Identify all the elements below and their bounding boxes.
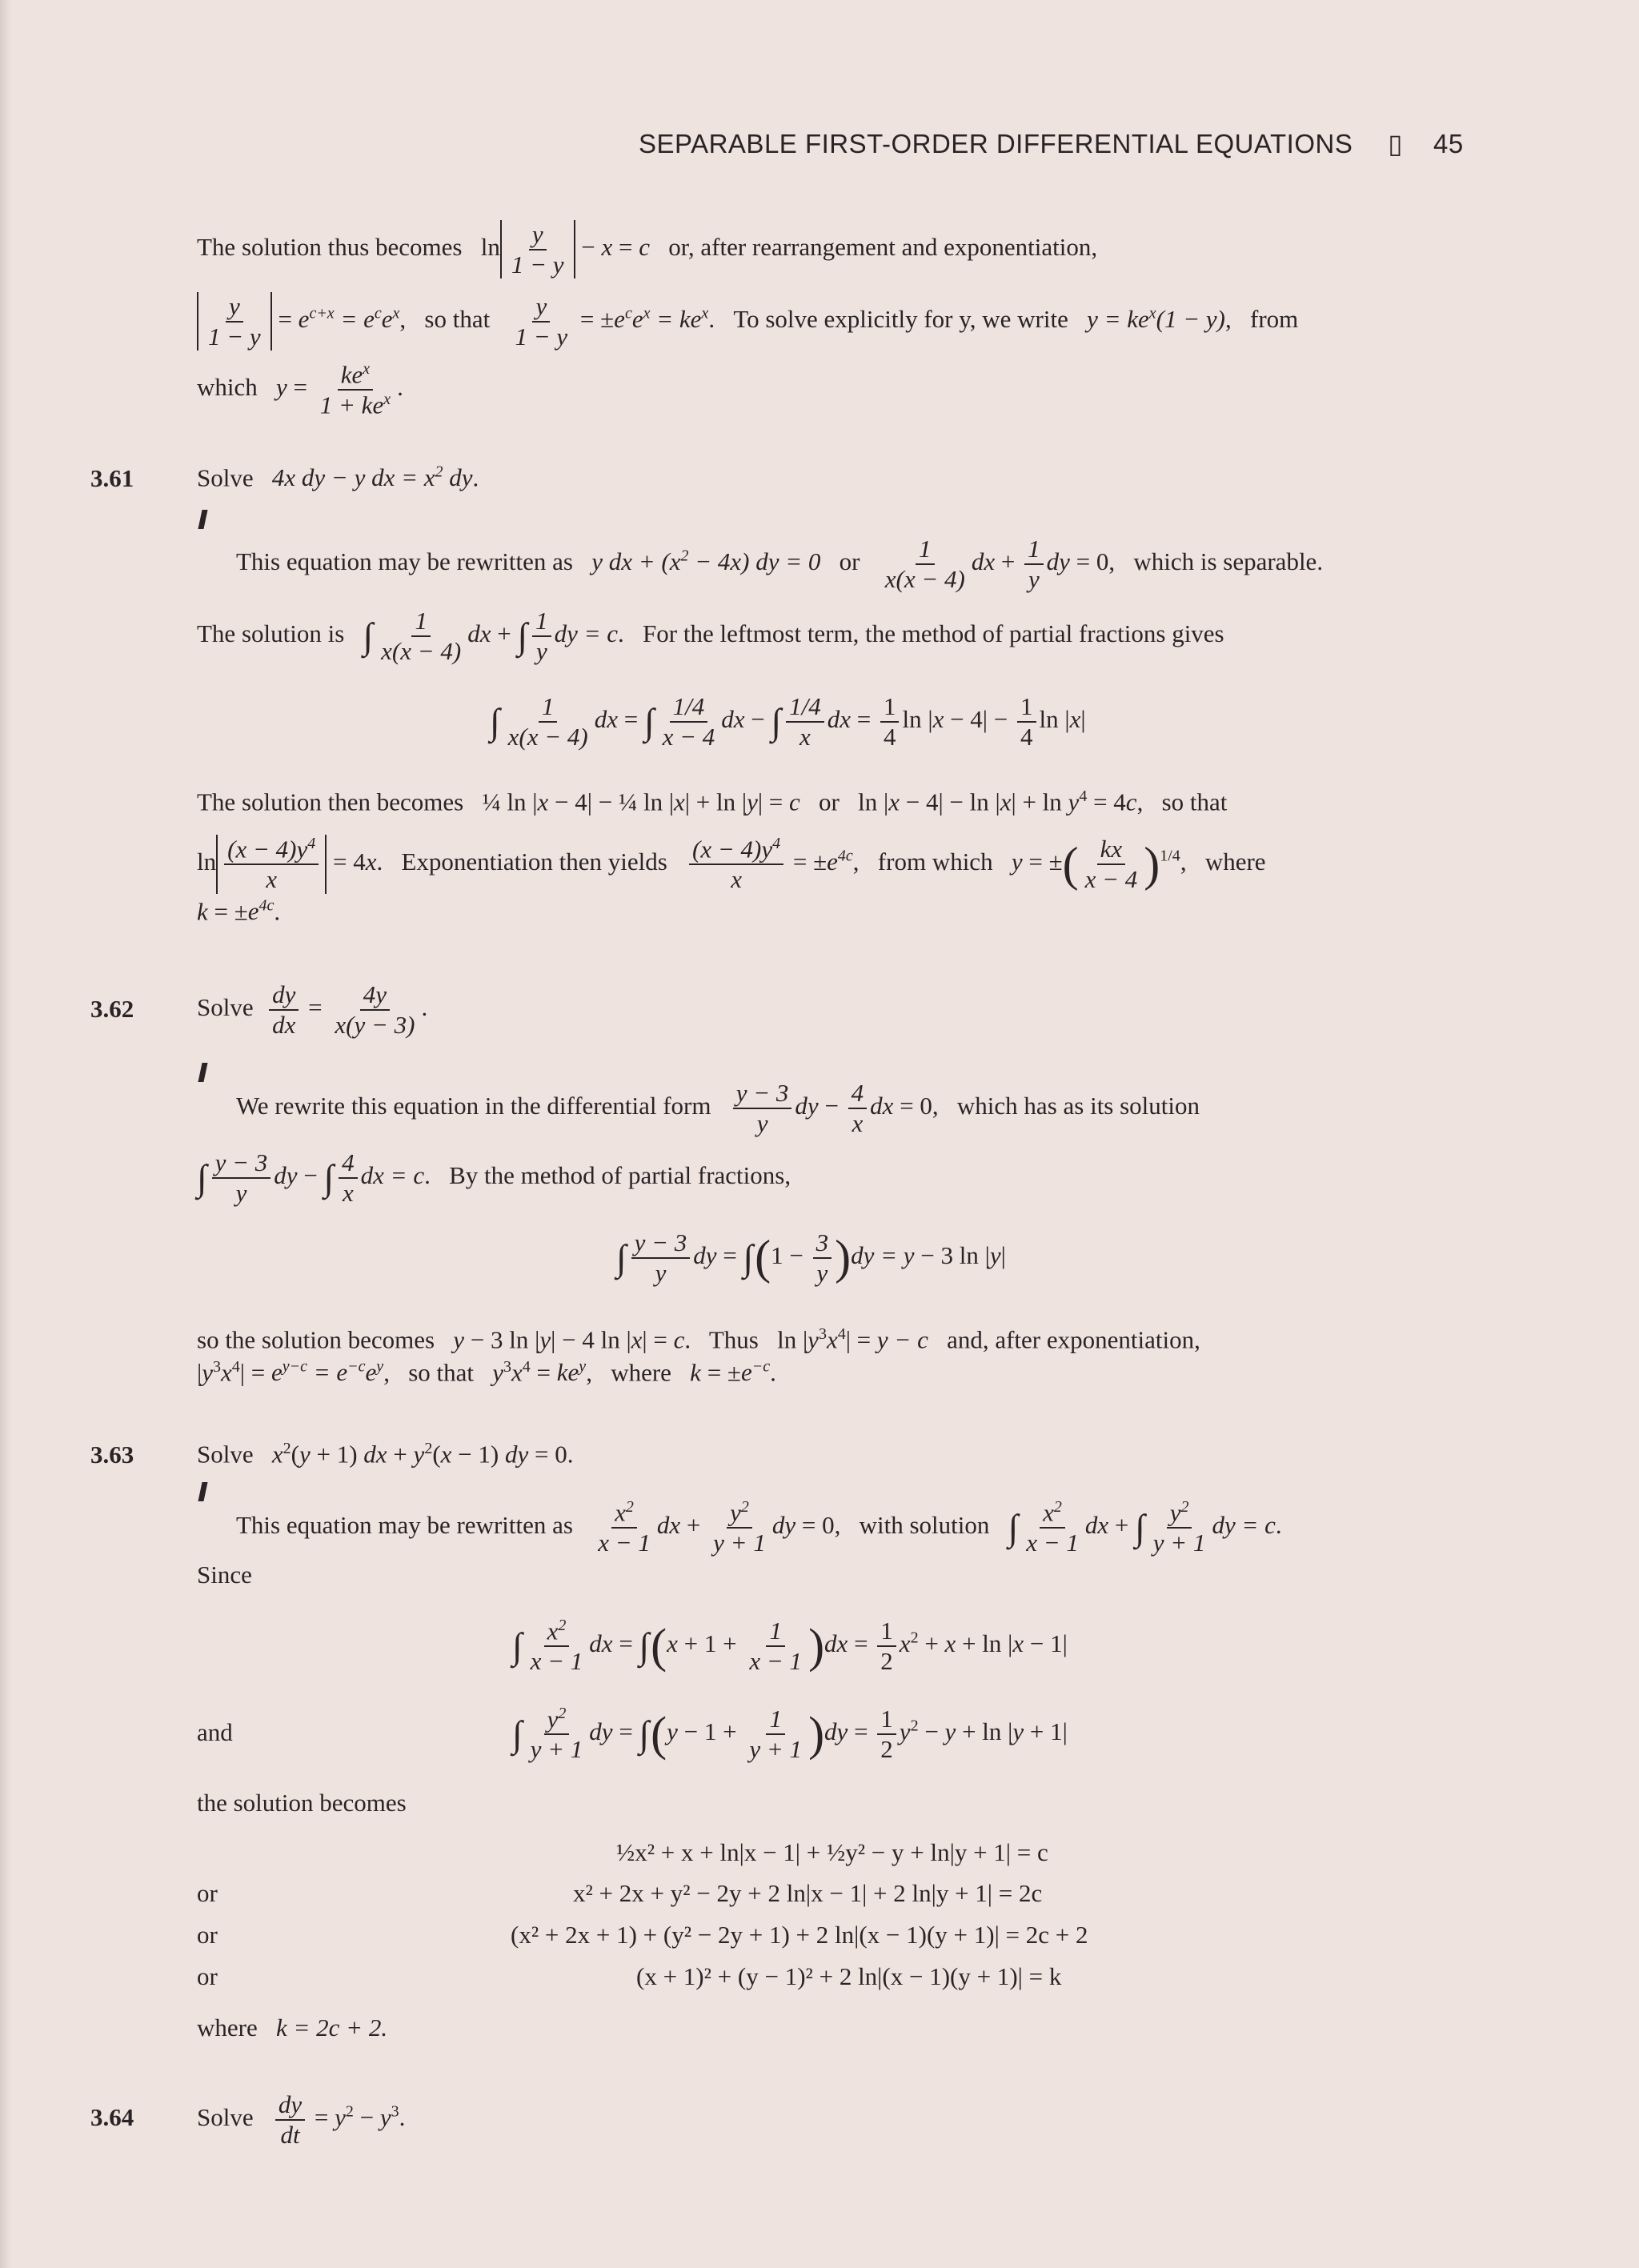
text: To solve explicitly for y, we write [733, 304, 1068, 333]
solution-line: This equation may be rewritten as y dx + $(x^2 - 4x)$ dy = 0 or $\frac{1}{x(x - 4)}$ dx + $\frac{1}{y}$ dy = 0, which is separable. [236, 535, 1324, 593]
page-edge [0, 0, 11, 2268]
text: Solve [197, 1440, 254, 1469]
abs-fraction: $\frac{(x - 4)y^4}{x}$ [216, 835, 327, 894]
display-equation: ∫ $\frac{1}{x(x - 4)}$ dx = ∫ $\frac{1/4}{x - 4}$ dx − ∫ $\frac{1/4}{x}$ dx = $\frac{1}{4}$ ln |x − 4| − $\frac{1}{4}$ ln |x| [490, 692, 1086, 751]
solution-line: The solution is ∫ $\frac{1}{x(x - 4)}$ dx + ∫ $\frac{1}{y}$ dy = c. For the leftmost term, the method of partial fractions gives [197, 607, 1224, 665]
text: By the method of partial fractions, [449, 1160, 791, 1189]
solution-marker-icon [198, 1482, 207, 1501]
problem-number: 3.61 [90, 464, 134, 492]
text: so that [408, 1358, 474, 1387]
text: Exponentiation then yields [401, 847, 667, 876]
or-label: or [197, 1921, 218, 1949]
solution-line: ∫ $\frac{y - 3}{y}$ dy − ∫ $\frac{4}{x}$ dx = c. By the method of partial fractions, [197, 1148, 791, 1207]
solution-line: We rewrite this equation in the differential form $\frac{y - 3}{y}$ dy − $\frac{4}{x}$ dx = 0, which has as its solution [236, 1079, 1200, 1137]
problem-number: 3.62 [90, 995, 134, 1023]
text: or, after rearrangement and exponentiation, [668, 232, 1098, 261]
text: Solve [197, 463, 254, 492]
solution-line: so the solution becomes y − 3 ln |y| − 4 ln |x| = c. Thus $\ln |y^3x^4| = y - c$ and, after exponentiation, [197, 1325, 1200, 1354]
text: Solve [197, 992, 254, 1021]
box-glyph-icon: ▯ [1388, 129, 1404, 158]
text: For the leftmost term, the method of partial fractions gives [643, 619, 1224, 647]
text: where [197, 2014, 258, 2042]
continuation-line-2: $\frac{y}{1 - y}$ = $e^{c+x} = e^ce^x$, so that $\frac{y}{1 - y}$ = $\pm e^ce^x = ke^x$. To solve explicitly for y, we write $y = ke^x(1 - y)$, from [197, 292, 1298, 351]
text: from which [877, 847, 993, 876]
continuation-line-3: which y = $\frac{ke^x}{1 + ke^x}$ . [197, 360, 403, 419]
text: This equation may be rewritten as [236, 1510, 573, 1539]
chain-equation: x² + 2x + y² − 2y + 2 ln|x − 1| + 2 ln|y + 1| = 2c [573, 1879, 1043, 1907]
chain-equation: (x² + 2x + 1) + (y² − 2y + 1) + 2 ln|(x − 1)(y + 1)| = 2c + 2 [511, 1921, 1088, 1949]
text: We rewrite this equation in the differential form [236, 1091, 711, 1120]
text: which [197, 373, 258, 402]
text: Solve [197, 2102, 254, 2131]
or-label: or [197, 1962, 218, 1990]
text: The solution thus becomes [197, 232, 463, 261]
and-label: and [197, 1718, 233, 1746]
text: and, after exponentiation, [947, 1325, 1200, 1354]
solution-line: $|y^3x^4| = e^{y-c} = e^{-c}e^y$, so that $y^3x^4 = ke^y$, where $k = \pm e^{-c}$. [197, 1358, 776, 1387]
text: The solution is [197, 619, 345, 647]
solution-marker-icon [198, 510, 207, 529]
display-equation: ∫ $\frac{y^2}{y + 1}$ dy = ∫(y − 1 + $\frac{1}{y + 1}$ )dy = $\frac{1}{2}$ $y^2 - y + \ln |y + 1|$ [512, 1705, 1068, 1763]
or-label: or [197, 1879, 218, 1907]
chain-equation: ½x² + x + ln|x − 1| + ½y² − y + ln|y + 1| = c [616, 1838, 1048, 1866]
page-number: 45 [1433, 129, 1464, 158]
becomes-label: the solution becomes [197, 1789, 407, 1817]
problem-statement: Solve $x^2(y + 1)$ dx + $y^2(x - 1)$ dy = 0. [197, 1440, 574, 1469]
text: where [611, 1358, 671, 1387]
problem-statement: Solve 4x dy − y dx = $x^2$ dy. [197, 463, 479, 492]
text: which is separable. [1133, 547, 1324, 575]
text: This equation may be rewritten as [236, 547, 573, 575]
text: or [839, 547, 860, 575]
solution-marker-icon [198, 1063, 207, 1082]
text: from [1250, 304, 1299, 333]
text: which has as its solution [956, 1091, 1200, 1120]
solution-line: The solution then becomes ¼ ln |x − 4| − ¼ ln |x| + ln |y| = c or $\ln |x - 4| - \ln |x| + \ln y^4 = 4c$, so that [197, 787, 1228, 816]
problem-statement: Solve $\frac{dy}{dt}$ = $y^2 - y^3$. [197, 2090, 406, 2149]
text: with solution [859, 1510, 990, 1539]
problem-statement: Solve $\frac{dy}{dx}$ = $\frac{4y}{x(y - 3)}$ . [197, 980, 428, 1039]
text: so that [424, 304, 491, 333]
display-equation: ∫ $\frac{y - 3}{y}$ dy = ∫(1 − $\frac{3}{y}$ )dy = y − 3 ln |y| [616, 1228, 1006, 1287]
math: k = 2c + 2. [275, 2014, 388, 2042]
solution-line: ln $\frac{(x - 4)y^4}{x}$ = 4x. Exponentiation then yields $\frac{(x - 4)y^4}{x}$ = $\pm e^{4c}$, from which y = ±( $\frac{kx}{x - 4}$ )$^{1/4}$, where [197, 835, 1266, 893]
problem-number: 3.63 [90, 1441, 134, 1469]
text: Thus [708, 1325, 759, 1354]
display-equation: ∫ $\frac{x^2}{x - 1}$ dx = ∫(x + 1 + $\frac{1}{x - 1}$ )dx = $\frac{1}{2}$ $x^2 + x + \ln |x - 1|$ [512, 1617, 1068, 1675]
solution-line: This equation may be rewritten as $\frac{x^2}{x - 1}$ dx + $\frac{y^2}{y + 1}$ dy = 0, with solution ∫ $\frac{x^2}{x - 1}$ dx + ∫ $\frac{y^2}{y + 1}$ dy = c. [236, 1498, 1282, 1557]
since-label: Since [197, 1561, 252, 1589]
continuation-line-1: The solution thus becomes ln $\frac{y}{1 - y}$ − x = c or, after rearrangement and exponentiation, [197, 220, 1098, 278]
solution-line: $k = \pm e^{4c}$. [197, 897, 281, 926]
abs-fraction: $\frac{y}{1 - y}$ [197, 292, 272, 351]
text: so the solution becomes [197, 1325, 435, 1354]
chain-equation: (x + 1)² + (y − 1)² + 2 ln|(x − 1)(y + 1)| = k [636, 1962, 1062, 1990]
where-line [197, 2015, 387, 2040]
abs-fraction: $\frac{y}{1 - y}$ [500, 220, 575, 278]
problem-number: 3.64 [90, 2103, 134, 2131]
text: so that [1161, 787, 1228, 816]
text: The solution then becomes [197, 787, 464, 816]
running-head [639, 128, 1464, 159]
running-title: SEPARABLE FIRST-ORDER DIFFERENTIAL EQUATIONS [639, 129, 1353, 158]
text: where [1204, 847, 1266, 876]
text: or [819, 787, 840, 816]
